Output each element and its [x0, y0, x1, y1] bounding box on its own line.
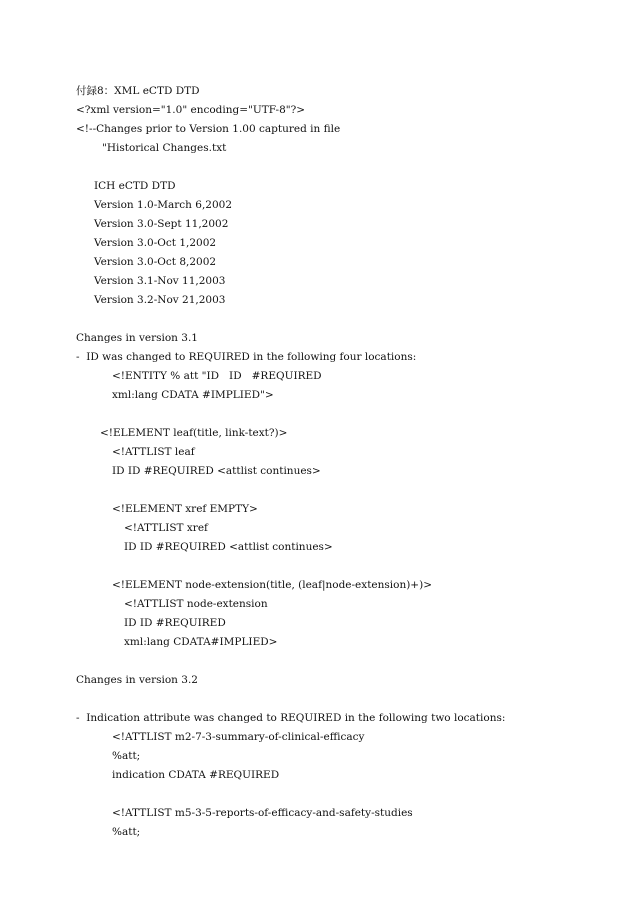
- historical-changes-line: "Historical Changes.txt: [102, 142, 227, 154]
- comment-open-line: <!--Changes prior to Version 1.00 captured in file: [76, 123, 341, 135]
- change-description: - ID was changed to REQUIRED in the following four locations:: [76, 351, 417, 363]
- version-line: Version 3.2-Nov 21,2003: [94, 294, 226, 306]
- code-line: <!ATTLIST node-extension: [124, 598, 268, 610]
- code-line: ID ID #REQUIRED <attlist continues>: [124, 541, 333, 553]
- code-line: xml:lang CDATA #IMPLIED">: [112, 389, 274, 401]
- version-line: Version 3.0-Sept 11,2002: [94, 218, 229, 230]
- code-line: xml:lang CDATA#IMPLIED>: [124, 636, 278, 648]
- code-line: ID ID #REQUIRED <attlist continues>: [112, 465, 321, 477]
- code-line: ID ID #REQUIRED: [124, 617, 226, 629]
- version-line: Version 3.1-Nov 11,2003: [94, 275, 226, 287]
- code-line: <!ENTITY % att "ID ID #REQUIRED: [112, 370, 322, 382]
- xml-declaration: <?xml version="1.0" encoding="UTF-8"?>: [76, 104, 306, 116]
- dtd-name-line: ICH eCTD DTD: [94, 180, 176, 192]
- code-line: %att;: [112, 750, 141, 762]
- version-line: Version 3.0-Oct 1,2002: [94, 237, 217, 249]
- code-line: <!ATTLIST m2-7-3-summary-of-clinical-efficacy: [112, 731, 365, 743]
- appendix-title: 付録8：XML eCTD DTD: [76, 85, 200, 97]
- code-line: %att;: [112, 826, 141, 838]
- code-line: <!ATTLIST m5-3-5-reports-of-efficacy-and-safety-studies: [112, 807, 413, 819]
- code-line: <!ELEMENT xref EMPTY>: [112, 503, 258, 515]
- code-line: <!ATTLIST leaf: [112, 446, 195, 458]
- change-description: - Indication attribute was changed to REQUIRED in the following two locations:: [76, 712, 506, 724]
- code-line: <!ELEMENT leaf(title, link-text?)>: [100, 427, 288, 439]
- code-line: <!ELEMENT node-extension(title, (leaf|node-extension)+)>: [112, 579, 433, 591]
- section-heading-3-1: Changes in version 3.1: [76, 332, 198, 344]
- version-line: Version 3.0-Oct 8,2002: [94, 256, 217, 268]
- version-line: Version 1.0-March 6,2002: [94, 199, 233, 211]
- section-heading-3-2: Changes in version 3.2: [76, 674, 198, 686]
- code-line: indication CDATA #REQUIRED: [112, 769, 280, 781]
- code-line: <!ATTLIST xref: [124, 522, 208, 534]
